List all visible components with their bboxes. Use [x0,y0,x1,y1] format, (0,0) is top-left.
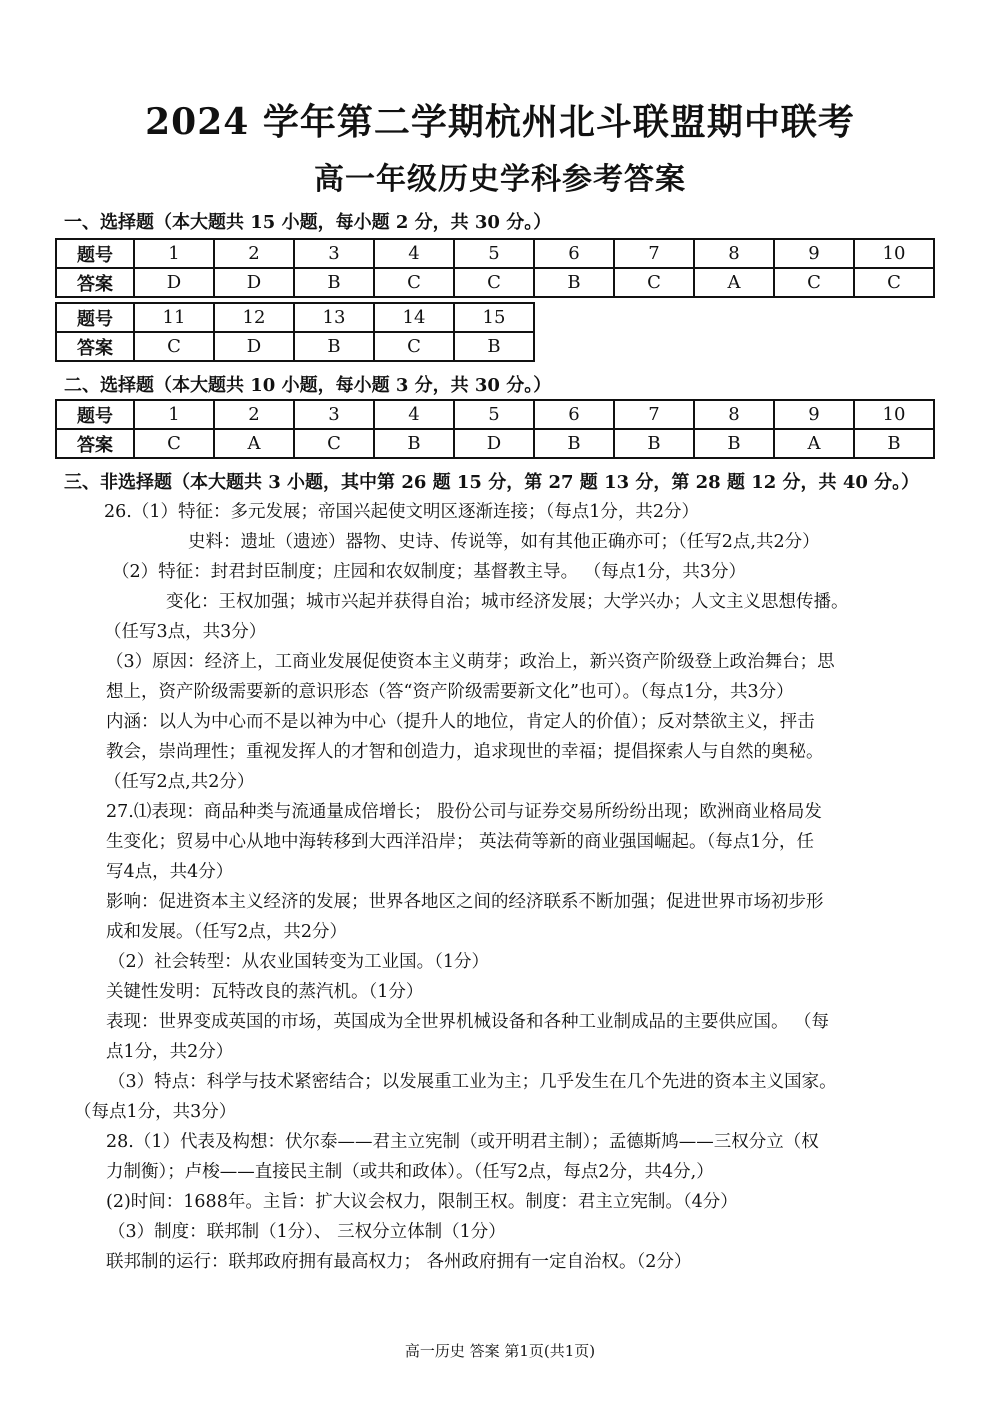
table-cell: 14 [374,303,454,332]
answer-line: 想上，资产阶级需要新的意识形态（答“资产阶级需要新文化”也可）。（每点1分，共3分） [106,682,794,702]
table-row [56,303,534,332]
table-cell: 2 [214,400,294,429]
table-cell: 9 [774,400,854,429]
table-cell: 11 [134,303,214,332]
row-label: 答案 [56,332,134,361]
table-cell: 7 [614,239,694,268]
answer-line: 联邦制的运行：联邦政府拥有最高权力； 各州政府拥有一定自治权。（2分） [106,1252,692,1272]
table-cell: A [694,268,774,297]
table-cell: 4 [374,239,454,268]
table-cell: D [134,268,214,297]
table-cell: B [694,429,774,458]
table-row [56,239,934,268]
table-cell: 5 [454,239,534,268]
table-cell: 10 [854,239,934,268]
row-label: 题号 [56,239,134,268]
row-label: 题号 [56,400,134,429]
table-cell: C [294,429,374,458]
answer-line: 点1分，共2分） [106,1042,234,1062]
table-cell: 3 [294,400,374,429]
section-2-heading: 二、选择题（本大题共 10 小题，每小题 3 分，共 30 分。） [64,375,552,396]
table-cell: B [294,332,374,361]
answer-line: （任写3点，共3分） [104,622,267,642]
answer-line: （3）特点：科学与技术紧密结合；以发展重工业为主；几乎发生在几个先进的资本主义国家。 [108,1072,837,1092]
table-cell: B [374,429,454,458]
table-cell: 6 [534,400,614,429]
answer-line: 内涵：以人为中心而不是以神为中心（提升人的地位，肯定人的价值）；反对禁欲主义，抨击 [106,712,815,732]
answer-line: （3）原因：经济上，工商业发展促使资本主义萌芽；政治上，新兴资产阶级登上政治舞台；思 [106,652,835,672]
answer-table-section-2 [55,399,935,459]
table-cell: 13 [294,303,374,332]
table-cell: C [134,332,214,361]
table-cell: 10 [854,400,934,429]
table-cell: B [854,429,934,458]
table-row [56,332,534,361]
table-cell: 2 [214,239,294,268]
table-cell: B [534,429,614,458]
answer-line: 27.⑴表现：商品种类与流通量成倍增长； 股份公司与证券交易所纷纷出现；欧洲商业格局发 [106,802,822,822]
table-cell: C [854,268,934,297]
answer-table-section-1-row1 [55,238,935,298]
answer-line: 变化：王权加强；城市兴起并获得自治；城市经济发展；大学兴办；人文主义思想传播。 [166,592,849,612]
table-cell: D [214,332,294,361]
answer-line: 26.（1）特征：多元发展；帝国兴起使文明区逐渐连接；（每点1分，共2分） [104,502,699,522]
table-row [56,268,934,297]
answer-line: 写4点，共4分） [106,862,234,882]
table-cell: 1 [134,239,214,268]
answer-line: 关键性发明：瓦特改良的蒸汽机。（1分） [106,982,424,1002]
page-footer: 高一历史 答案 第1页(共1页) [404,1342,596,1360]
table-cell: A [214,429,294,458]
table-cell: 8 [694,400,774,429]
table-cell: D [454,429,534,458]
table-row [56,400,934,429]
table-cell: B [534,268,614,297]
page-title: 2024 学年第二学期杭州北斗联盟期中联考 [145,101,855,143]
table-cell: 15 [454,303,534,332]
table-cell: C [374,332,454,361]
table-cell: 12 [214,303,294,332]
page-subtitle: 高一年级历史学科参考答案 [314,162,686,197]
answer-line: 教会，崇尚理性；重视发挥人的才智和创造力，追求现世的幸福；提倡探索人与自然的奥秘。 [106,742,824,762]
table-cell: 6 [534,239,614,268]
table-cell: 3 [294,239,374,268]
table-cell: 1 [134,400,214,429]
table-cell: C [134,429,214,458]
section-3-heading: 三、非选择题（本大题共 3 小题，其中第 26 题 15 分，第 27 题 13 分，第 28 题 12 分，共 40 分。） [64,472,920,493]
row-label: 题号 [56,303,134,332]
table-cell: 4 [374,400,454,429]
answer-line: 史料：遗址（遗迹）器物、史诗、传说等，如有其他正确亦可；（任写2点,共2分） [188,532,820,552]
answer-line: 28.（1）代表及构想：伏尔泰——君主立宪制（或开明君主制）；孟德斯鸠——三权分立（权 [106,1132,819,1152]
row-label: 答案 [56,429,134,458]
answer-line: （任写2点,共2分） [104,772,255,792]
table-cell: C [774,268,854,297]
answer-line: 成和发展。（任写2点，共2分） [106,922,348,942]
table-cell: A [774,429,854,458]
table-cell: B [294,268,374,297]
table-cell: C [614,268,694,297]
answer-line: （2）社会转型：从农业国转变为工业国。（1分） [108,952,490,972]
answer-line: 表现：世界变成英国的市场，英国成为全世界机械设备和各种工业制成品的主要供应国。 （每 [106,1012,830,1032]
table-cell: C [454,268,534,297]
table-cell: 9 [774,239,854,268]
table-cell: 7 [614,400,694,429]
answer-line: （3）制度：联邦制（1分）、 三权分立体制（1分） [108,1222,506,1242]
answer-line: 生变化；贸易中心从地中海转移到大西洋沿岸； 英法荷等新的商业强国崛起。（每点1分，任 [106,832,814,852]
answer-line: 力制衡）；卢梭——直接民主制（或共和政体）。（任写2点，每点2分，共4分,） [106,1162,714,1182]
table-cell: B [614,429,694,458]
answer-line: (2)时间：1688年。主旨：扩大议会权力，限制王权。制度：君主立宪制。（4分） [106,1192,738,1212]
section-1-heading: 一、选择题（本大题共 15 小题，每小题 2 分，共 30 分。） [64,212,552,233]
answer-table-section-1-row2 [55,302,535,362]
table-cell: 5 [454,400,534,429]
table-cell: C [374,268,454,297]
table-row [56,429,934,458]
table-cell: B [454,332,534,361]
answer-line: （2）特征：封君封臣制度；庄园和农奴制度；基督教主导。 （每点1分，共3分） [112,562,746,582]
answer-line: 影响：促进资本主义经济的发展；世界各地区之间的经济联系不断加强；促进世界市场初步形 [106,892,824,912]
table-cell: 8 [694,239,774,268]
row-label: 答案 [56,268,134,297]
table-cell: D [214,268,294,297]
answer-line: （每点1分，共3分） [74,1102,237,1122]
